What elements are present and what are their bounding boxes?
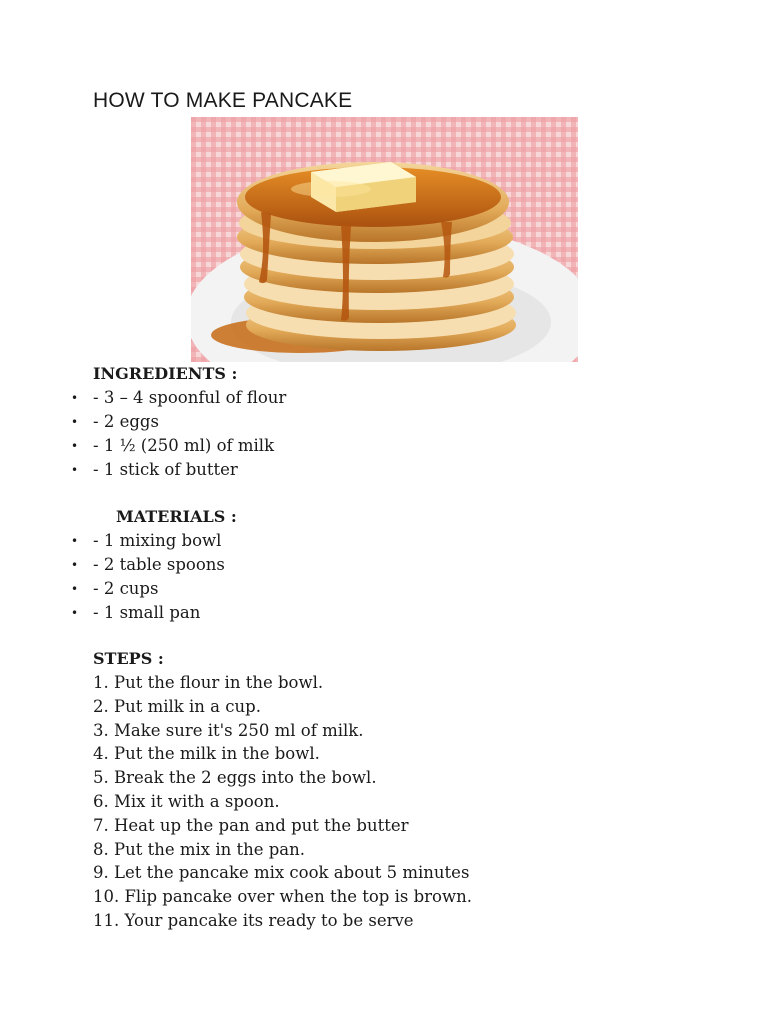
list-item: • - 1 stick of butter <box>93 458 286 482</box>
list-item: • - 2 cups <box>93 577 225 601</box>
bullet-icon: • <box>71 391 79 405</box>
materials-heading: MATERIALS : <box>116 507 237 526</box>
step-item: 9. Let the pancake mix cook about 5 minutes <box>93 863 470 883</box>
step-item: 11. Your pancake its ready to be serve <box>93 910 414 930</box>
step-item: 2. Put milk in a cup. <box>93 696 261 716</box>
step-item: 3. Make sure it's 250 ml of milk. <box>93 720 364 740</box>
ingredients-heading: INGREDIENTS : <box>93 364 238 383</box>
step-item: 7. Heat up the pan and put the butter <box>93 815 409 835</box>
step-item: 8. Put the mix in the pan. <box>93 839 306 859</box>
ingredients-list <box>71 386 287 482</box>
bullet-icon: • <box>71 582 79 596</box>
pancake-photo <box>191 117 578 362</box>
steps-heading: STEPS : <box>93 649 164 668</box>
list-item: • - 2 eggs <box>93 410 286 434</box>
list-item: • - 1 ½ (250 ml) of milk <box>93 434 286 458</box>
page-title: HOW TO MAKE PANCAKE <box>93 89 353 112</box>
steps-list <box>93 671 472 933</box>
materials-list <box>71 529 225 625</box>
bullet-icon: • <box>71 558 79 572</box>
step-item: 10. Flip pancake over when the top is brown. <box>93 887 472 907</box>
bullet-icon: • <box>71 439 79 453</box>
list-item: • - 1 small pan <box>93 601 225 625</box>
bullet-icon: • <box>71 534 79 548</box>
list-item: • - 3 – 4 spoonful of flour <box>93 386 286 410</box>
bullet-icon: • <box>71 463 79 477</box>
step-item: 5. Break the 2 eggs into the bowl. <box>93 768 377 788</box>
step-item: 4. Put the milk in the bowl. <box>93 744 320 764</box>
list-item: • - 2 table spoons <box>93 553 225 577</box>
list-item: • - 1 mixing bowl <box>93 529 225 553</box>
bullet-icon: • <box>71 606 79 620</box>
step-item: 6. Mix it with a spoon. <box>93 791 280 811</box>
step-item: 1. Put the flour in the bowl. <box>93 673 324 692</box>
bullet-icon: • <box>71 415 79 429</box>
